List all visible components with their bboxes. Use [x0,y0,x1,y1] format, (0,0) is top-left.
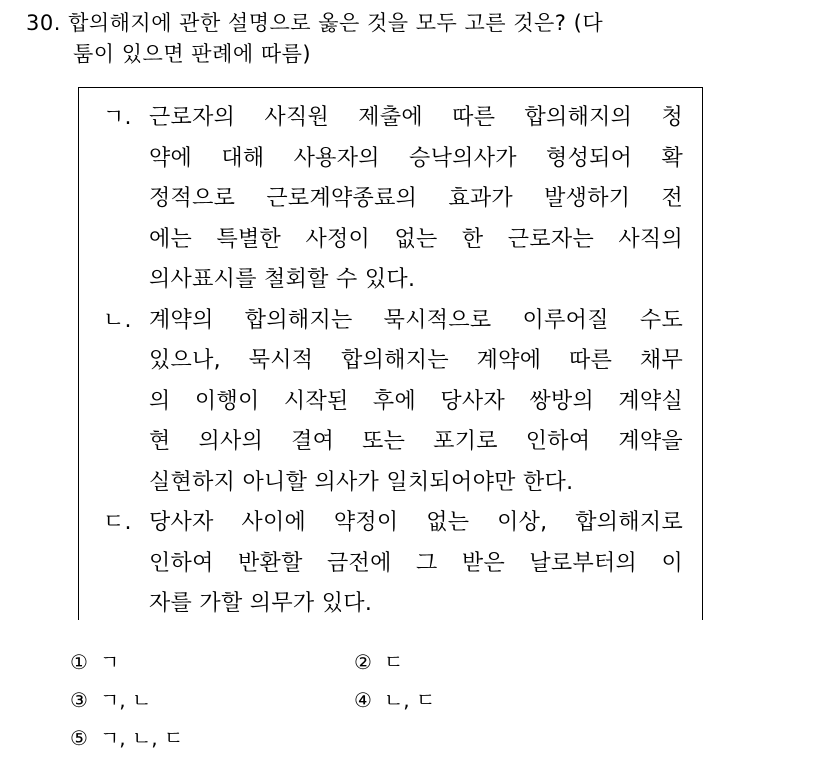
statement-marker: ㄴ. [103,307,132,333]
statement-line: 현 의사의 결여 또는 포기로 인하여 계약을 [149,429,683,454]
statement-line: 정적으로 근로계약종료의 효과가 발생하기 전 [149,186,683,211]
statement-line: 당사자 사이에 약정이 없는 이상, 합의해지로 [149,510,683,535]
choice-number: ① [70,650,88,674]
statement-line: 있으나, 묵시적 합의해지는 계약에 따른 채무 [149,348,683,373]
choice-text: ㄱ, ㄴ [99,688,152,712]
statement-line: 약에 대해 사용자의 승낙의사가 형성되어 확 [149,145,683,171]
choice-text: ㄱ [99,650,120,674]
choice-4[interactable] [354,681,435,719]
choice-row [70,719,770,757]
statement-line: 에는 특별한 사정이 없는 한 근로자는 사직의 [149,226,683,252]
statement-line: 의 이행이 시작된 후에 당사자 쌍방의 계약실 [149,388,683,414]
statement-line: 인하여 반환할 금전에 그 받은 날로부터의 이 [149,550,683,576]
statement-item [103,98,683,301]
choice-1[interactable] [70,643,119,681]
statement-item [103,503,683,625]
choice-number: ⑤ [70,726,88,750]
statement-marker: ㄱ. [103,105,132,130]
question-text-line-2: 툼이 있으면 판례에 따름) [73,42,312,66]
question-text-line-1: 30. 합의해지에 관한 설명으로 옳은 것을 모두 고른 것은? (다 [26,11,604,35]
choice-text: ㄴ, ㄷ [383,688,436,712]
choice-number: ④ [354,688,372,712]
choice-3[interactable] [70,681,151,719]
answer-choices [70,643,770,757]
statement-item [103,301,683,504]
question-stem [26,8,816,70]
statement-line: 실현하지 아니할 의사가 일치되어야만 한다. [149,469,574,495]
statement-list [103,98,683,625]
choice-row [70,643,770,681]
choice-number: ② [354,650,372,674]
choice-2[interactable] [354,643,403,681]
choice-number: ③ [70,688,88,712]
statement-marker: ㄷ. [103,510,132,535]
choice-row [70,681,770,719]
choice-5[interactable] [70,719,183,757]
statement-line: 의사표시를 철회할 수 있다. [149,267,416,292]
statement-line: 계약의 합의해지는 묵시적으로 이루어질 수도 [149,307,683,333]
statement-box [78,87,703,620]
statement-line: 근로자의 사직원 제출에 따른 합의해지의 청 [149,105,683,130]
choice-text: ㄷ [383,650,404,674]
choice-text: ㄱ, ㄴ, ㄷ [99,726,184,750]
statement-line: 자를 가할 의무가 있다. [149,591,373,616]
